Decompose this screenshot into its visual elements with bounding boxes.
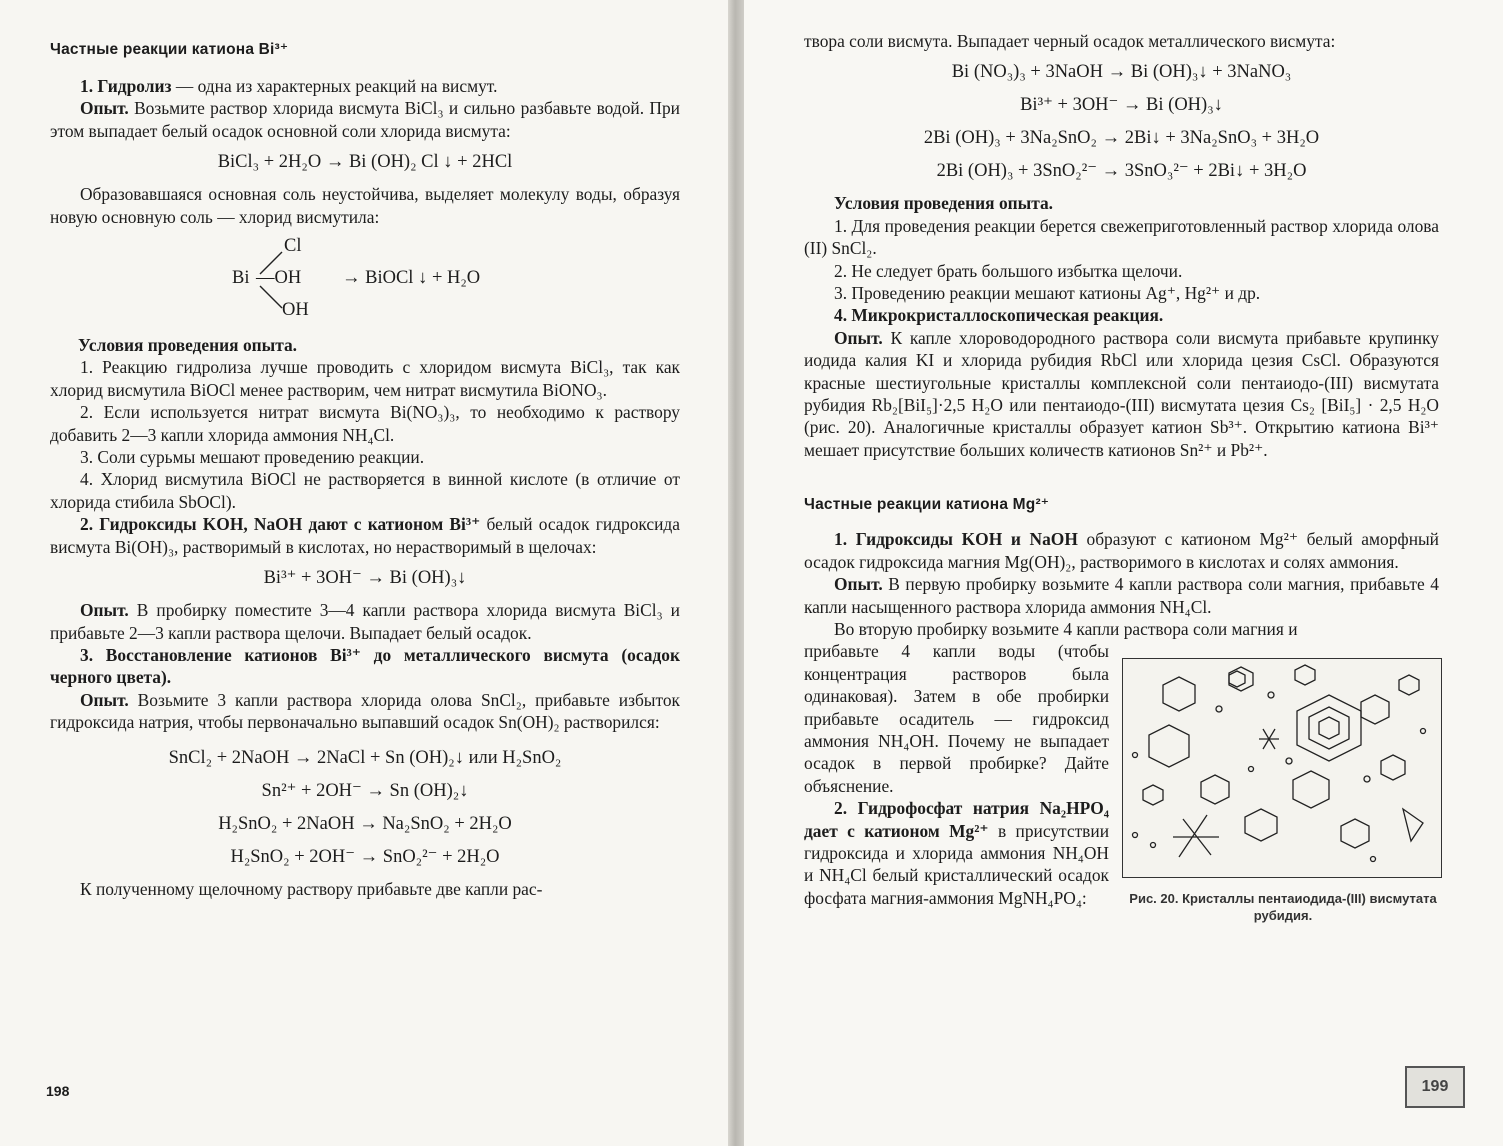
condition-2: 2. Не следует брать большого избытка щелочи. bbox=[834, 260, 1183, 281]
condition-2: 2. Если используется нитрат висмута Bi(NO₃)₃, то необходимо к раствору добавить 2—3 капли хлорида аммония NH₄Cl. bbox=[50, 402, 680, 445]
condition-1: 1. Для проведения реакции берется свежеприготовленный раствор хлорида олова (II) SnCl₂. bbox=[804, 215, 1439, 259]
condition-3: 3. Проведению реакции мешают катионы Ag⁺, Hg²⁺ и др. bbox=[834, 283, 1261, 304]
condition-4: 4. Хлорид висмутила BiOCl не растворяется в винной кислоте (в отличие от хлорида стибила SbOCl). bbox=[50, 469, 680, 512]
struct-oh: —OH bbox=[256, 268, 302, 289]
equation: Bi (NO₃)₃ + 3NaOH → Bi (OH)₃↓ + 3NaNO₃ bbox=[951, 62, 1292, 83]
crystals-drawing bbox=[1122, 658, 1442, 878]
equation: SnCl₂ + 2NaOH → 2NaCl + Sn (OH)₂↓ или H₂SnO₂ bbox=[168, 747, 562, 768]
paragraph-experiment-3: Опыт. Возьмите 3 капли раствора хлорида олова SnCl₂, прибавьте избыток гидроксида натрия, чтобы первоначально выпавший осадок Sn(OH)₂ растворился: bbox=[50, 689, 680, 733]
book-gutter bbox=[728, 0, 744, 1146]
section-title-mg: Частные реакции катиона Mg²⁺ bbox=[804, 496, 1050, 514]
equation: Bi³⁺ + 3OH⁻ → Bi (OH)₃↓ bbox=[263, 568, 467, 589]
struct-products: → BiOCl ↓ + H₂O bbox=[342, 268, 481, 289]
conditions-title: Условия проведения опыта. bbox=[78, 335, 298, 356]
paragraph-reduction-heading: 3. Восстановление катионов Bi³⁺ до металлического висмута (осадок черного цвета). bbox=[50, 644, 680, 688]
figure-caption: Рис. 20. Кристаллы пентаиодида-(III) висмутата рубидия. bbox=[1129, 891, 1437, 924]
left-page bbox=[0, 0, 728, 1146]
paragraph-mg-experiment-1: Опыт. В первую пробирку возьмите 4 капли раствора соли магния, прибавьте 4 капли насыщенного раствора хлорида аммония NH₄Cl. bbox=[804, 574, 1439, 617]
struct-bi: Bi bbox=[232, 268, 250, 289]
paragraph-mg-experiment-2b: прибавьте 4 капли воды (чтобы концентрация растворов была одинаковая). Затем в обе пробирки прибавьте осадитель — гидроксид аммония NH₄OH. Почему не выпадает осадок в первой пробирке? Дайте объяснение. bbox=[804, 641, 1109, 796]
conditions-title: Условия проведения опыта. bbox=[834, 193, 1054, 214]
paragraph-mg-experiment-2a: Во вторую пробирку возьмите 4 капли раствора соли магния и bbox=[834, 618, 1298, 639]
section-title-bi: Частные реакции катиона Bi³⁺ bbox=[50, 41, 289, 58]
paragraph-microcrystal-heading: 4. Микрокристаллоскопическая реакция. bbox=[834, 305, 1164, 326]
paragraph-experiment-1: Опыт. Возьмите раствор хлорида висмута BiCl₃ и сильно разбавьте водой. При этом выпадает белый осадок основной соли хлорида висмута: bbox=[50, 98, 680, 141]
paragraph-experiment-4: Опыт. К капле хлороводородного раствора соли висмута прибавьте крупинку иодида калия KI и хлорида рубидия RbCl или хлорида цезия CsCl. Образуются красные шестиугольные кристаллы комплексной соли пентаиодо-(III) висмутата рубидия Rb₂[BiI₅]·2,5 H₂O или пентаиодо-(III) висмутата цезия Cs₂ [BiI₅] · 2,5 H₂O (рис. 20). Аналогичные кристаллы образует катион Sb³⁺. Открытию катиона Bi³⁺ мешает присутствие больших количеств катионов Sn²⁺ и Pb²⁺. bbox=[804, 327, 1439, 460]
equation: Bi³⁺ + 3OH⁻ → Bi (OH)₃↓ bbox=[1020, 95, 1223, 116]
equation: Sn²⁺ + 2OH⁻ → Sn (OH)₂↓ bbox=[261, 780, 469, 801]
equation: 2Bi (OH)₃ + 3SnO₂²⁻ → 3SnO₃²⁻ + 2Bi↓ + 3H₂O bbox=[936, 161, 1307, 182]
figure-crystals bbox=[1122, 658, 1444, 924]
page-number-left: 198 bbox=[46, 1083, 70, 1099]
condition-1: 1. Реакцию гидролиза лучше проводить с хлоридом висмута BiCl₃, так как хлорид висмутила BiOCl менее растворим, чем нитрат висмутила BiONO₃. bbox=[50, 357, 680, 400]
paragraph-hydrolysis: 1. Гидролиз — одна из характерных реакций на висмут. bbox=[80, 76, 498, 96]
page-number-right: 199 bbox=[1405, 1066, 1465, 1108]
equation: H₂SnO₂ + 2NaOH → Na₂SnO₂ + 2H₂O bbox=[218, 813, 512, 834]
paragraph-experiment-2: Опыт. В пробирку поместите 3—4 капли раствора хлорида висмута BiCl₃ и прибавьте 2—3 капли раствора щелочи. Выпадает белый осадок. bbox=[50, 600, 680, 643]
condition-3: 3. Соли сурьмы мешают проведению реакции. bbox=[80, 447, 425, 468]
paragraph-basic-salt: Образовавшаяся основная соль неустойчива, выделяет молекулу воды, образуя новую основную соль — хлорид висмутила: bbox=[50, 184, 680, 227]
equation: H₂SnO₂ + 2OH⁻ → SnO₂²⁻ + 2H₂O bbox=[230, 846, 500, 867]
paragraph-hydroxides: 2. Гидроксиды KOH, NaOH дают с катионом Bi³⁺ белый осадок гидроксида висмута Bi(OH)₃, растворимый в кислотах, но нерастворимый в щелочах: bbox=[50, 514, 680, 557]
struct-oh-2: OH bbox=[282, 300, 309, 321]
paragraph-continuation: К полученному щелочному раствору прибавьте две капли рас- bbox=[80, 878, 543, 899]
structural-formula bbox=[50, 230, 680, 328]
equation: 2Bi (OH)₃ + 3Na₂SnO₂ → 2Bi↓ + 3Na₂SnO₃ + 3H₂O bbox=[923, 128, 1320, 149]
equation: BiCl₃ + 2H₂O → Bi (OH)₂ Cl ↓ + 2HCl bbox=[217, 152, 513, 173]
struct-cl: Cl bbox=[284, 236, 302, 257]
paragraph-mg-hydroxides: 1. Гидроксиды KOH и NaOH образуют с катионом Mg²⁺ белый аморфный осадок гидроксида магния Mg(OH)₂, растворимого в кислотах и солях аммония. bbox=[804, 529, 1439, 572]
figure-wrap bbox=[804, 640, 1439, 924]
right-page bbox=[744, 0, 1503, 1146]
paragraph-mg-phosphate: 2. Гидрофосфат натрия Na₂HPO₄ дает с катионом Mg²⁺ в присутствии гидроксида и хлорида аммония NH₄OH и NH₄Cl белый кристаллический осадок фосфата магния-аммония MgNH₄PO₄: bbox=[804, 798, 1109, 908]
paragraph-continued: твора соли висмута. Выпадает черный осадок металлического висмута: bbox=[804, 31, 1336, 51]
